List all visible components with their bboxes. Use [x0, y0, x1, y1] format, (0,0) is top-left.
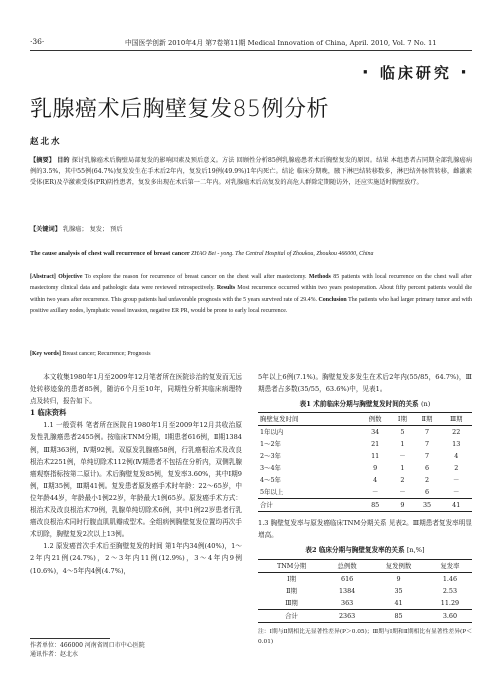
table-1-cell: 1	[400, 464, 405, 473]
objective-en: To explore the reason for recurrence of breast cancer on the chest wall after mastectomy.	[84, 274, 307, 280]
paragraph-continued: 5年以上6例(7.1%)。胸壁复发多发生在术后2年内(55/85，64.7%)，Ⅲ期患者占多数(35/55，63.6%)中，见表1。	[258, 373, 472, 394]
abstract-label: 【摘要】	[30, 157, 56, 164]
table-1-cell: －	[453, 476, 460, 485]
table-1-cell: 1～2年	[260, 440, 281, 449]
table-2-header-cell: 复发例数	[385, 561, 412, 570]
english-title-block	[30, 248, 472, 261]
keywords-en-text: Breast cancer; Recurrence; Prognosis	[62, 351, 151, 357]
table-1-cell: 9	[400, 501, 405, 510]
table-1-cell: 4	[373, 476, 378, 485]
english-title: The cause analysis of chest wall recurrence of breast cancer	[30, 250, 190, 257]
table-2-cell: 3.60	[442, 611, 458, 620]
table-1-header-cell: Ⅲ期	[449, 415, 463, 424]
table-2-note: 注：Ⅰ期与Ⅱ期相比无显著性差异(P＞0.05)；Ⅲ期与Ⅰ期和Ⅱ期相比有显著性差异(P＜0.01)	[258, 628, 472, 645]
paragraph-1-2: 1.2 原发癌首次手术后至胸壁复发的时间 第1年内34例(40%)，1～2年内21例(24.7%)，2～3年内11例(12.9%)，3～4年内9例(10.6%)，4～5年内4例(4.7%)，	[30, 542, 242, 575]
table-2-header-cell: 复发率	[440, 561, 460, 570]
table-1-row	[258, 486, 472, 499]
table-1-cell: 85	[371, 501, 380, 510]
footnote-rule	[30, 638, 110, 639]
methods-en-label: Methods	[308, 274, 331, 280]
results-en-label: Results	[216, 285, 236, 292]
table-2-cell: Ⅱ期	[286, 586, 297, 595]
table-2-row	[258, 609, 472, 622]
abstract-body: 探讨乳腺癌术后胸壁局部复发的影响因素及预后意义。方法 回顾性分析85例乳腺癌患者术后胸壁复发的原因。结果 本组患者占同期全部乳腺癌病例的3.5%，其中55例(64.7%)复发发生在手术后2年内，复发后19例(49.9%)1年内死亡。结论 临床分期晚，腋下淋巴结转移数多，淋巴结外脉管转移，雌激素受体(ER)及孕激素受体(PR)阴性患者，复发多出现在术后第一二年内。对乳腺癌术后高复发的高危人群除定期随访外，还应实施适时胸壁放疗。	[30, 157, 473, 187]
table-1-header-cell: Ⅰ期	[397, 415, 407, 424]
table-2-cell: 1384	[338, 586, 356, 595]
table-1-cell: 22	[452, 428, 461, 437]
table-1-cell: 34	[371, 428, 380, 437]
conclusion-en: The patients who had larger primary tumor and with positive axillary nodes, lymphatic vessel invasion, negative ER PR, would be prone to early local recurrence.	[30, 296, 472, 314]
table-2-row	[258, 585, 472, 597]
table-1-row	[258, 462, 472, 474]
abstract-english	[30, 272, 472, 317]
table-2-cell: 41	[394, 598, 403, 607]
table-2-header-row	[258, 559, 472, 572]
intro-paragraph: 本文收集1980年1月至2009年12月笔者所在医院诊治的复发而无远处转移迹象的患者85例，随访6个月至10年，同期性分析其临床病理特点及转归，报告如下。	[30, 373, 242, 406]
table-1-header-row	[258, 413, 472, 426]
table-2-header-cell: TNM分期	[276, 561, 307, 570]
table-1-cell: 11	[371, 452, 380, 461]
body-right-column	[258, 371, 472, 647]
table-2-cell: 363	[341, 598, 354, 607]
abstract-en-label: [Abstract]	[30, 274, 56, 280]
methods-en: 85 patients with local recurrence on the chest wall after mastectomy clinical data and pathologic data were reviewed retrospectively.	[30, 274, 472, 292]
abstract-chinese	[30, 155, 472, 189]
table-1-cell: 21	[371, 440, 380, 449]
table-2-cell: 合计	[285, 611, 298, 620]
table-1-cell: －	[371, 488, 379, 497]
paragraph-1-1: 1.1 一般资料 笔者所在医院自1980年1月至2009年12月共收治原发性乳腺癌患者2455例。按临床TNM分期，Ⅰ期患者616例，Ⅱ期1384例，Ⅲ期363例，Ⅳ期92例。双原发乳腺癌58例，行乳癌根治术及改良根治术2251例，单纯切除术112例(Ⅳ期患者不包括在分析内，双侧乳腺癌观察指标按第二原计)。术后胸壁复发85例，复发率3.60%，其中Ⅰ期9例，Ⅱ期35例，Ⅲ期41例。复发患者原发癌手术时年龄：22～65岁，中位年龄44岁，年龄最小1例22岁，年龄最大1例65岁。原发癌手术方式：根治术及改良根治术79例，乳腺单纯切除术6例，其中1例22岁患者行乳癌改良根治术同时行腹直肌肌瓣成型术。全组病例胸壁复发位置均再次手术切除，胸壁复发2次以上13例。	[30, 421, 242, 539]
table-1-row	[258, 499, 472, 512]
table-1-unit: (n)	[420, 400, 431, 409]
table-1-title: 表1 术前临床分期与胸壁复发时间的关系	[299, 400, 419, 409]
table-1-cell: 5年以上	[260, 488, 284, 497]
section-dot-left: ·	[361, 62, 372, 83]
table-1-row	[258, 426, 472, 439]
heading-clinical-data: 1 临床资料	[30, 408, 67, 418]
objective-en-label: Objective	[58, 274, 83, 280]
footnote	[30, 641, 242, 659]
table-2-cell: 35	[394, 586, 403, 595]
paragraph-1-3: 1.3 胸壁复发率与原发癌临床TNM分期关系 见表2。Ⅲ期患者复发率明显增高。	[258, 519, 472, 540]
table-2-row	[258, 572, 472, 585]
table-1-cell: 9	[373, 464, 378, 473]
table-1-cell: 2	[400, 476, 405, 485]
table-1-header-cell: 例数	[368, 415, 382, 424]
table-2-title: 表2 临床分期与胸壁复发率的关系	[305, 546, 405, 555]
table-2-cell: Ⅰ期	[287, 574, 296, 583]
journal-citation: 中国医学创新 2010年4月 第7卷第11期 Medical Innovation of China, April. 2010, Vol. 7 No. 11	[125, 39, 437, 47]
table-1-cell: 35	[422, 501, 432, 510]
article-author: 赵北水	[30, 137, 62, 147]
table-1-cell: 3～4年	[260, 464, 281, 473]
table-1-cell: 6	[424, 488, 430, 497]
table-2-cell: 11.29	[440, 598, 460, 607]
table-1-cell: 2	[454, 464, 459, 473]
table-1-cell: 41	[452, 501, 461, 510]
english-authors: ZHAO Bei - yong. The Central Hospital of Zhoukou, Zhoukou 466000, China	[191, 251, 374, 257]
author-affiliation: 作者单位：466000 河南省周口市中心医院	[30, 642, 145, 649]
table-1-cell: 1	[400, 440, 405, 449]
table-1-header-cell: Ⅱ期	[421, 415, 433, 424]
table-1-row	[258, 438, 472, 450]
table-1-cell: －	[453, 488, 460, 497]
keywords-label: 【关键词】	[30, 226, 61, 233]
running-header	[30, 34, 472, 48]
table-2-cell: Ⅲ期	[285, 598, 298, 607]
keywords-text: 乳腺癌； 复发； 预后	[62, 226, 123, 233]
table-1-cell: 5	[400, 428, 405, 437]
table-2-caption	[258, 544, 472, 556]
table-1-cell: 合计	[260, 501, 273, 510]
table-2-row	[258, 597, 472, 610]
table-2-header-cell: 总例数	[337, 561, 357, 570]
table-1-header-cell: 胸壁复发时间	[260, 415, 299, 424]
table-1-body	[258, 426, 472, 512]
table-2-body	[258, 572, 472, 622]
table-1	[258, 412, 472, 512]
table-1-cell: 13	[452, 440, 461, 449]
table-1-row	[258, 474, 472, 486]
section-dot-right: ·	[460, 62, 470, 83]
table-1-cell: 7	[424, 428, 430, 437]
table-2-cell: 1.46	[442, 574, 458, 583]
table-1-cell: 4	[454, 452, 459, 461]
page-number: ·36·	[30, 37, 45, 46]
conclusion-en-label: Conclusion	[318, 296, 347, 303]
keywords-en-label: [Key words]	[30, 351, 61, 357]
table-1-cell: 6	[424, 464, 430, 473]
table-2-cell: 85	[394, 611, 403, 620]
keywords-chinese	[30, 225, 472, 235]
body-left-column	[30, 371, 242, 577]
table-1-cell: 7	[424, 440, 430, 449]
table-2-cell: 2.53	[442, 586, 458, 595]
section-heading	[362, 62, 470, 83]
article-title: 乳腺癌术后胸壁复发85例分析	[30, 97, 329, 122]
table-2-cell: 9	[396, 574, 401, 583]
table-2-unit: [n,%]	[406, 546, 425, 555]
table-1-caption	[258, 398, 472, 410]
objective-label: 目的	[57, 157, 70, 164]
table-1-row	[258, 450, 472, 462]
header-rule	[30, 50, 472, 51]
table-1-cell: 4～5年	[260, 476, 281, 485]
table-2	[258, 559, 472, 623]
table-1-cell: －	[399, 452, 406, 461]
keywords-english	[30, 349, 472, 359]
table-1-cell: 7	[424, 452, 430, 461]
corresponding-author: 通讯作者：赵北水	[30, 651, 79, 659]
table-1-cell: 2	[424, 476, 430, 485]
table-1-cell: 2～3年	[260, 452, 281, 461]
table-2-cell: 616	[341, 574, 354, 583]
table-1-cell: －	[399, 488, 406, 497]
section-label: 临床研究	[379, 64, 452, 82]
table-2-cell: 2363	[338, 611, 356, 620]
results-en: Most recurrence occurred within two years postoperation. About fifty percent patients would die within two years after recurrence. This group patients had unfavorable prognosis with the 5 years survived rate of 29.4%.	[30, 285, 472, 303]
table-1-cell: 1年以内	[260, 428, 284, 437]
